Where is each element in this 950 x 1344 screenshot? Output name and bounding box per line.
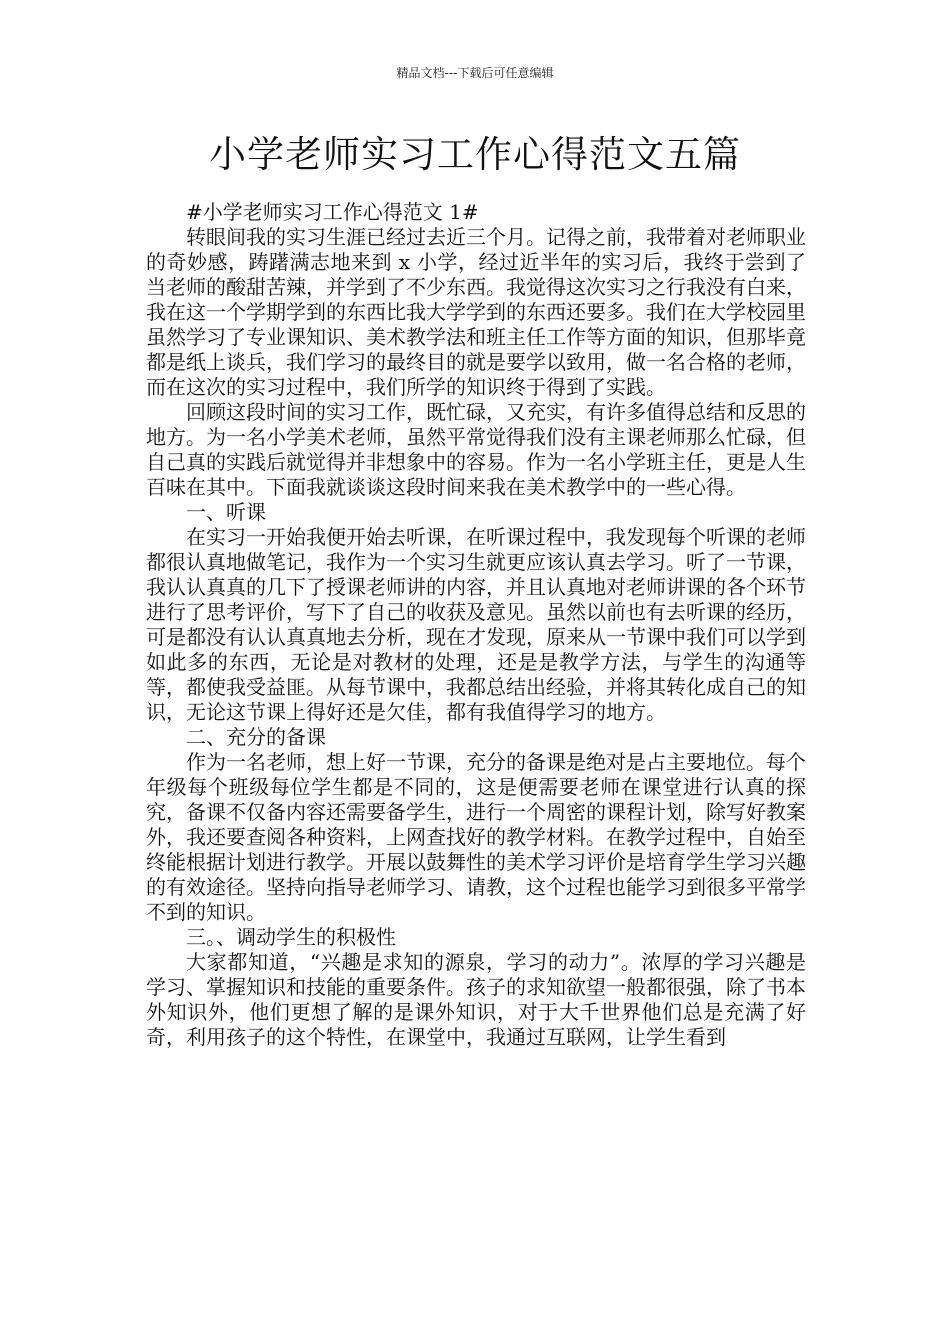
heading-listening: 一、听课 [186,500,266,524]
paragraph-listening: 在实习一开始我便开始去听课，在听课过程中，我发现每个听课的老师都很认真地做笔记，我作为一个实习生就更应该认真去学习。听了一节课，我认认真真的几下了授课老师讲的内容，并且认真地对老师讲课的各个环节进行了思考评价，写下了自己的收获及意见。虽然以前也有去听课的经历，可是都没有认认真真地去分析，现在才发现，原来从一节课中我们可以学到如此多的东西，无论是对教材的处理，还是是教学方法，与学生的沟通等等，都使我受益匪。从每节课中，我都总结出经验，并将其转化成自己的知识，无论这节课上得好还是欠佳，都有我值得学习的地方。 [146,525,806,724]
heading-motivation: 三。、调动学生的积极性 [186,925,396,949]
paragraph-preparation: 作为一名老师，想上好一节课，充分的备课是绝对是占主要地位。每个年级每个班级每位学生都是不同的，这是便需要老师在课堂进行认真的探究，备课不仅备内容还需要备学生，进行一个周密的课程计划，除写好教案外，我还要查阅各种资料，上网查找好的教学材料。在教学过程中，自始至终能根据计划进行教学。开展以鼓舞性的美术学习评价是培育学生学习兴趣的有效途径。坚持向指导老师学习、请教，这个过程也能学习到很多平常学不到的知识。 [146,750,806,924]
document-body [146,200,806,1050]
document-title: 小学老师实习工作心得范文五篇 [209,133,741,176]
paragraph-motivation: 大家都知道，“兴趣是求知的源泉，学习的动力”。浓厚的学习兴趣是学习、掌握知识和技能的重要条件。孩子的求知欲望一般都很强，除了书本外知识外，他们更想了解的是课外知识，对于大千世界他们总是充满了好奇，利用孩子的这个特性，在课堂中，我通过互联网，让学生看到 [146,950,806,1049]
paragraph-intro: 转眼间我的实习生涯已经过去近三个月。记得之前，我带着对老师职业的奇妙感，踌躇满志地来到 x 小学，经过近半年的实习后，我终于尝到了当老师的酸甜苦辣，并学到了不少东西。我觉得这次实习之行我没有白来，我在这一个学期学到的东西比我大学学到的东西还要多。我们在大学校园里虽然学习了专业课知识、美术教学法和班主任工作等方面的知识，但那毕竟都是纸上谈兵，我们学习的最终目的就是要学以致用，做一名合格的老师，而在这次的实习过程中，我们所学的知识终于得到了实践。 [146,225,806,399]
heading-preparation: 二、充分的备课 [186,725,326,749]
page-header-note: 精品文档---下载后可任意编辑 [396,66,554,80]
section-marker: #小学老师实习工作心得范文 1# [186,200,479,224]
paragraph-review: 回顾这段时间的实习工作，既忙碌，又充实，有许多值得总结和反思的地方。为一名小学美术老师，虽然平常觉得我们没有主课老师那么忙碌，但自己真的实践后就觉得并非想象中的容易。作为一名小学班主任，更是人生百味在其中。下面我就谈谈这段时间来我在美术教学中的一些心得。 [146,400,806,499]
